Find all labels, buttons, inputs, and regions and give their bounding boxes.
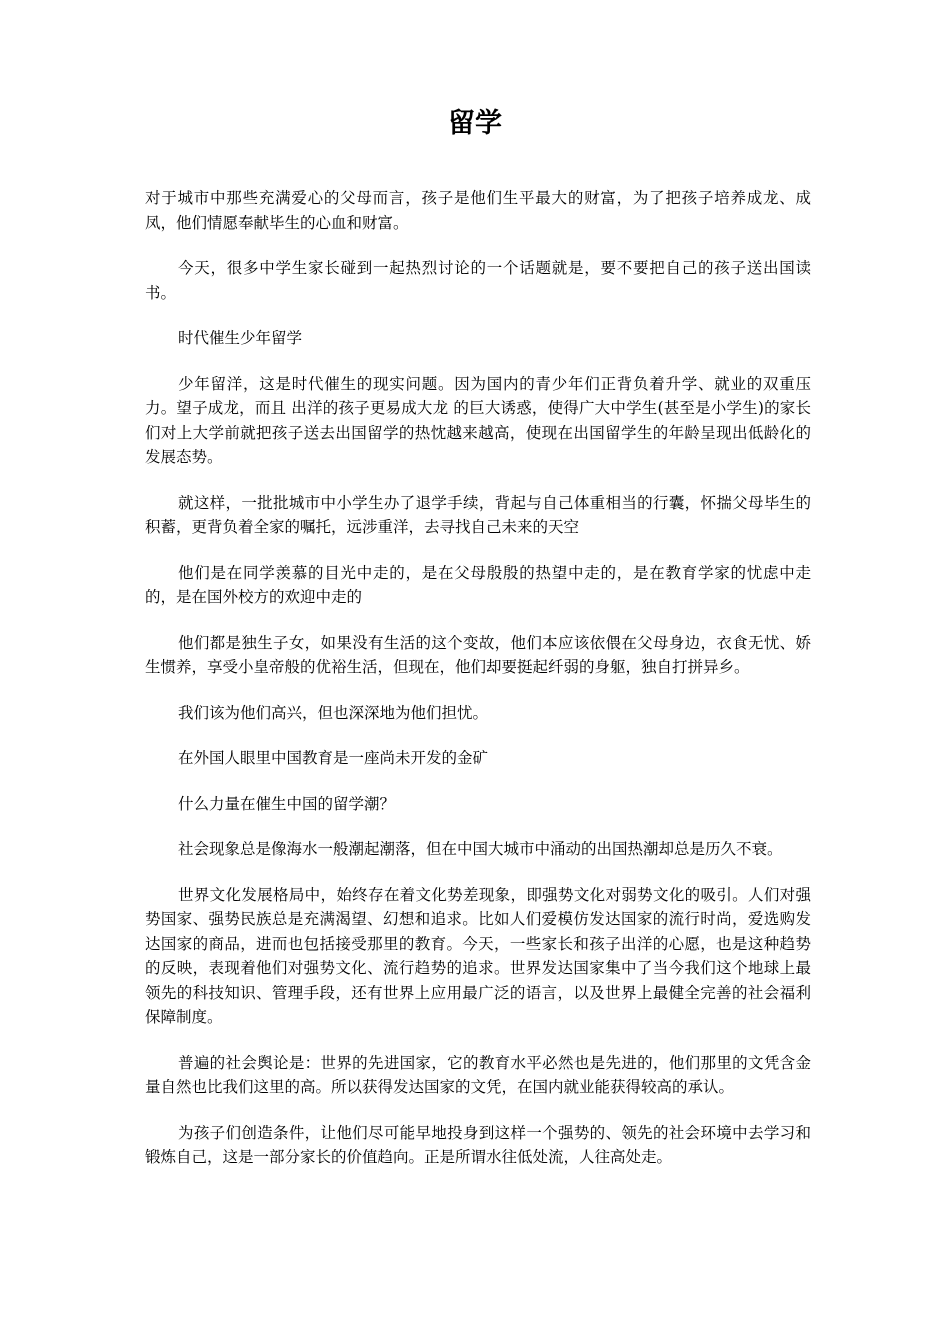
paragraph-6: 他们是在同学羡慕的目光中走的，是在父母殷殷的热望中走的，是在教育学家的忧虑中走的，是在国外校方的欢迎中走的 — [145, 563, 811, 606]
document-title: 留学 — [448, 108, 502, 139]
paragraph-8: 我们该为他们高兴，但也深深地为他们担忧。 — [178, 703, 489, 722]
paragraph-9: 在外国人眼里中国教育是一座尚未开发的金矿 — [178, 749, 489, 767]
paragraph-5: 就这样，一批批城市中小学生办了退学手续，背起与自己体重相当的行囊，怀揣父母毕生的积蓄，更背负着全家的嘱托，远涉重洋，去寻找自己未来的天空 — [145, 493, 811, 536]
paragraph-1: 对于城市中那些充满爱心的父母而言，孩子是他们生平最大的财富，为了把孩子培养成龙、成凤，他们情愿奉献毕生的心血和财富。 — [145, 189, 811, 232]
paragraph-7: 他们都是独生子女，如果没有生活的这个变故，他们本应该依偎在父母身边，衣食无忧、娇生惯养，享受小皇帝般的优裕生活，但现在，他们却要挺起纤弱的身躯，独自打拼异乡。 — [145, 633, 811, 676]
paragraph-2: 今天，很多中学生家长碰到一起热烈讨论的一个话题就是，要不要把自己的孩子送出国读书。 — [145, 259, 811, 302]
paragraph-14: 为孩子们创造条件，让他们尽可能早地投身到这样一个强势的、领先的社会环境中去学习和锻炼自己，这是一部分家长的价值趋向。正是所谓水往低处流，人往高处走。 — [145, 1123, 811, 1166]
paragraph-12: 世界文化发展格局中，始终存在着文化势差现象，即强势文化对弱势文化的吸引。人们对强势国家、强势民族总是充满渴望、幻想和追求。比如人们爱模仿发达国家的流行时尚，爱选购发达国家的商品，进而也包括接受那里的教育。今天，一些家长和孩子出洋的心愿，也是这种趋势的反映，表现着他们对强势文化、流行趋势的追求。世界发达国家集中了当今我们这个地球上最领先的科技知识、管理手段，还有世界上应用最广泛的语言，以及世界上最健全完善的社会福利保障制度。 — [145, 885, 811, 1026]
paragraph-13: 普遍的社会舆论是：世界的先进国家，它的教育水平必然也是先进的，他们那里的文凭含金量自然也比我们这里的高。所以获得发达国家的文凭，在国内就业能获得较高的承认。 — [145, 1053, 811, 1096]
paragraph-4: 少年留洋，这是时代催生的现实问题。因为国内的青少年们正背负着升学、就业的双重压力。望子成龙，而且 出洋的孩子更易成大龙 的巨大诱惑，使得广大中学生(甚至是小学生)的家长们对上大学前就把孩子送去出国留学的热忱越来越高，使现在出国留学生的年龄呈现出低龄化的发展态势。 — [145, 374, 811, 466]
paragraph-10: 什么力量在催生中国的留学潮？ — [178, 794, 396, 813]
paragraph-11: 社会现象总是像海水一般潮起潮落，但在中国大城市中涌动的出国热潮却总是历久不衰。 — [178, 840, 783, 858]
document-body — [145, 186, 811, 1191]
section-heading: 时代催生少年留学 — [178, 329, 303, 347]
